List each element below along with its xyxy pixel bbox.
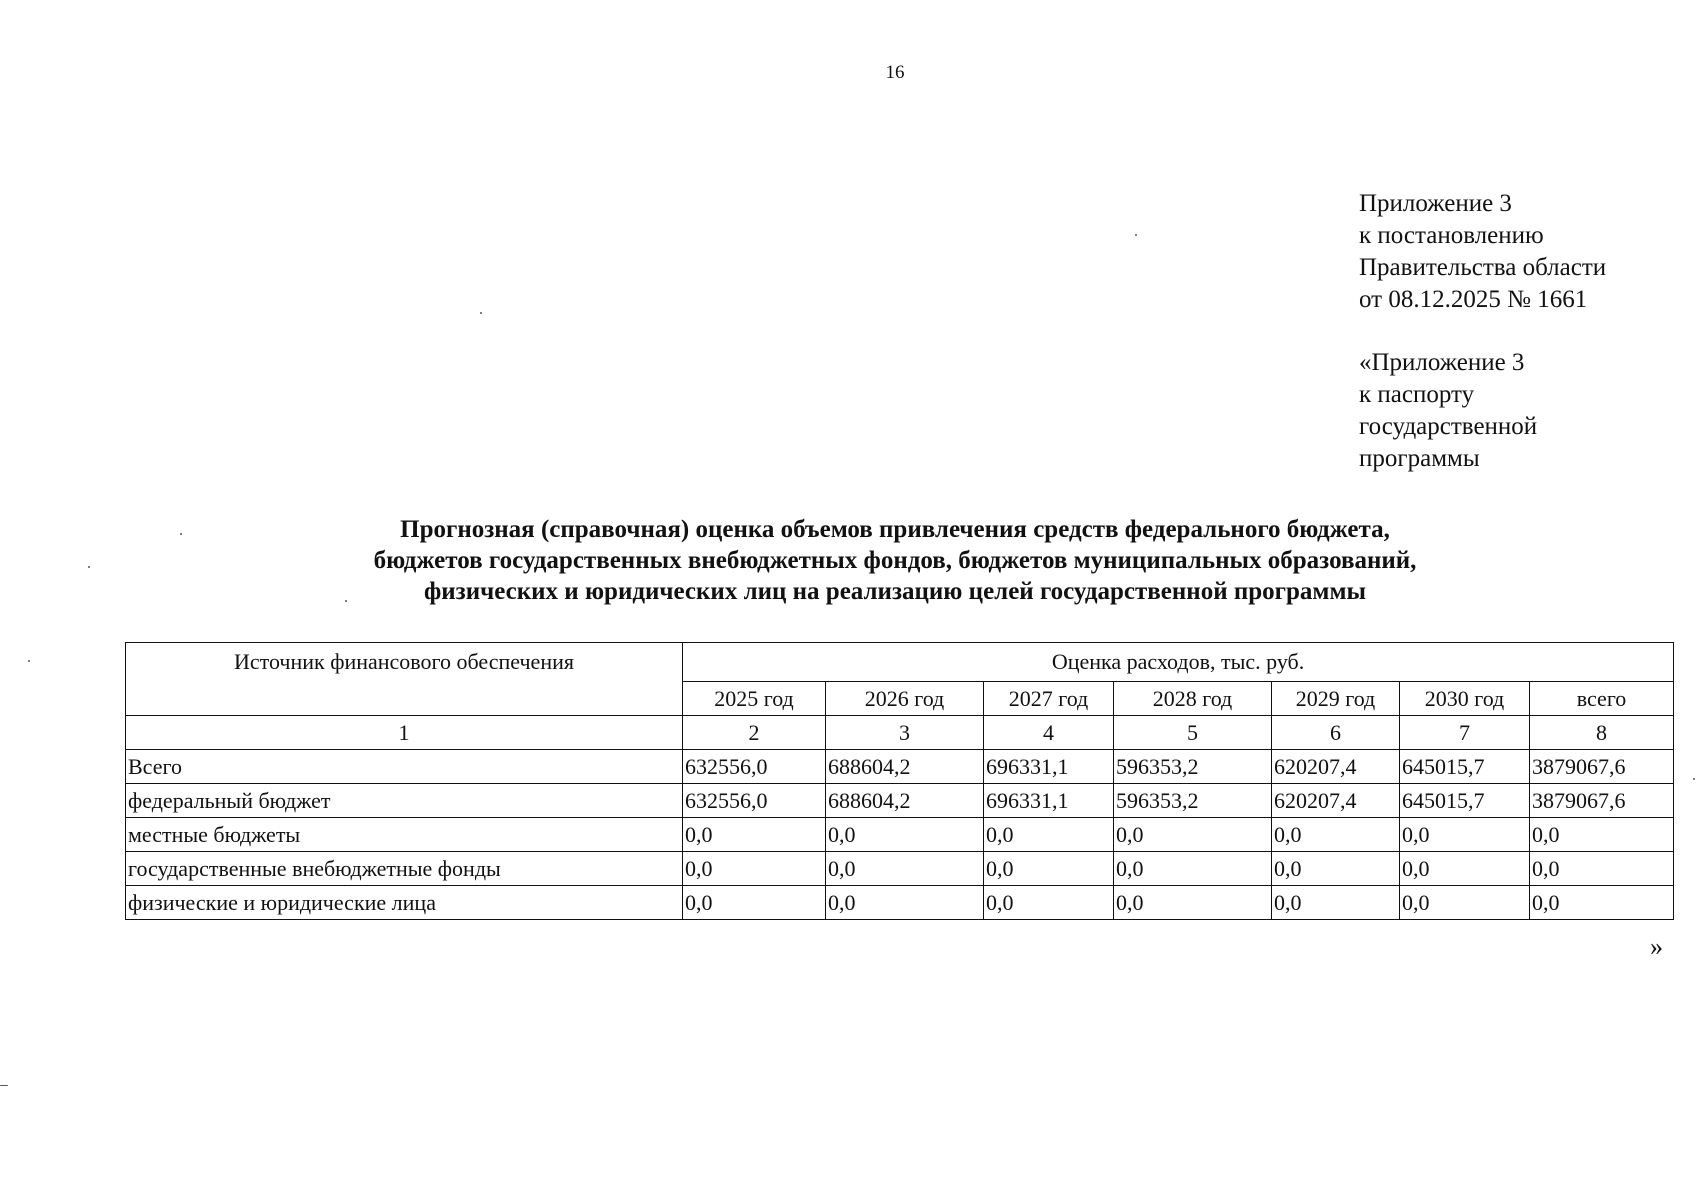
value-cell: 0,0 (984, 852, 1114, 886)
value-cell: 688604,2 (826, 750, 984, 784)
value-cell: 0,0 (826, 852, 984, 886)
value-cell: 0,0 (1400, 818, 1530, 852)
appendix-line: Приложение 3 (1359, 190, 1512, 217)
value-cell: 596353,2 (1114, 750, 1272, 784)
year-header: 2028 год (1114, 682, 1272, 716)
table-row (126, 750, 1674, 784)
column-number: 5 (1114, 716, 1272, 750)
scan-speck (180, 533, 182, 535)
value-cell: 620207,4 (1272, 750, 1400, 784)
column-number: 6 (1272, 716, 1400, 750)
value-cell: 0,0 (1272, 818, 1400, 852)
appendix-line: от 08.12.2025 № 1661 (1359, 286, 1588, 313)
value-cell: 0,0 (826, 886, 984, 920)
scan-speck (345, 600, 347, 602)
total-cell: 0,0 (1530, 886, 1674, 920)
value-cell: 0,0 (984, 818, 1114, 852)
source-cell: государственные внебюджетные фонды (126, 852, 683, 886)
nested-appendix-line: программы (1359, 445, 1480, 472)
value-cell: 0,0 (1400, 852, 1530, 886)
value-cell: 696331,1 (984, 784, 1114, 818)
year-header: 2026 год (826, 682, 984, 716)
scan-speck (1135, 234, 1137, 236)
document-title (115, 514, 1675, 607)
appendix-line: к постановлению (1359, 222, 1544, 249)
title-line: физических и юридических лиц на реализацию целей государственной программы (423, 578, 1366, 605)
value-cell: 0,0 (683, 818, 826, 852)
value-cell: 620207,4 (1272, 784, 1400, 818)
value-cell: 0,0 (826, 818, 984, 852)
value-cell: 696331,1 (984, 750, 1114, 784)
title-line: бюджетов государственных внебюджетных фондов, бюджетов муниципальных образований, (373, 547, 1417, 574)
scan-speck (28, 660, 30, 662)
year-header: 2030 год (1400, 682, 1530, 716)
value-cell: 0,0 (1114, 818, 1272, 852)
column-number-row (126, 716, 1674, 750)
nested-appendix-line: «Приложение 3 (1359, 349, 1525, 376)
title-line: Прогнозная (справочная) оценка объемов привлечения средств федерального бюджета, (400, 516, 1390, 543)
value-cell: 0,0 (1272, 886, 1400, 920)
value-cell: 0,0 (1400, 886, 1530, 920)
value-cell: 0,0 (683, 886, 826, 920)
source-cell: физические и юридические лица (126, 886, 683, 920)
table-body (126, 750, 1674, 920)
appendix-block (1359, 188, 1606, 475)
total-cell: 3879067,6 (1530, 784, 1674, 818)
total-cell: 0,0 (1530, 818, 1674, 852)
scan-speck (1693, 778, 1695, 780)
column-number: 2 (683, 716, 826, 750)
source-cell: федеральный бюджет (126, 784, 683, 818)
value-cell: 0,0 (984, 886, 1114, 920)
value-cell: 596353,2 (1114, 784, 1272, 818)
total-header: всего (1530, 682, 1674, 716)
table-row (126, 852, 1674, 886)
year-header: 2029 год (1272, 682, 1400, 716)
table-row (126, 818, 1674, 852)
column-number: 4 (984, 716, 1114, 750)
value-cell: 688604,2 (826, 784, 984, 818)
column-number: 7 (1400, 716, 1530, 750)
value-cell: 0,0 (1114, 852, 1272, 886)
column-number: 1 (126, 716, 683, 750)
value-cell: 0,0 (683, 852, 826, 886)
total-cell: 3879067,6 (1530, 750, 1674, 784)
total-cell: 0,0 (1530, 852, 1674, 886)
scan-speck (0, 1085, 8, 1086)
appendix-gap (1359, 316, 1606, 347)
nested-appendix-line: государственной (1359, 413, 1538, 440)
value-cell: 645015,7 (1400, 750, 1530, 784)
scan-speck (480, 312, 482, 314)
scan-speck (88, 566, 90, 568)
value-cell: 632556,0 (683, 784, 826, 818)
value-cell: 645015,7 (1400, 784, 1530, 818)
nested-appendix-line: к паспорту (1359, 381, 1475, 408)
source-cell: местные бюджеты (126, 818, 683, 852)
value-cell: 632556,0 (683, 750, 826, 784)
value-cell: 0,0 (1114, 886, 1272, 920)
page-number: 16 (885, 62, 905, 83)
group-header: Оценка расходов, тыс. руб. (683, 643, 1674, 682)
closing-quote: » (1650, 932, 1663, 961)
budget-table (125, 642, 1674, 920)
table-header-row (126, 643, 1674, 682)
year-header: 2027 год (984, 682, 1114, 716)
source-cell: Всего (126, 750, 683, 784)
table-row (126, 886, 1674, 920)
table-row (126, 784, 1674, 818)
column-number: 8 (1530, 716, 1674, 750)
column-number: 3 (826, 716, 984, 750)
value-cell: 0,0 (1272, 852, 1400, 886)
appendix-line: Правительства области (1359, 254, 1607, 281)
source-header: Источник финансового обеспечения (126, 643, 683, 716)
year-header: 2025 год (683, 682, 826, 716)
